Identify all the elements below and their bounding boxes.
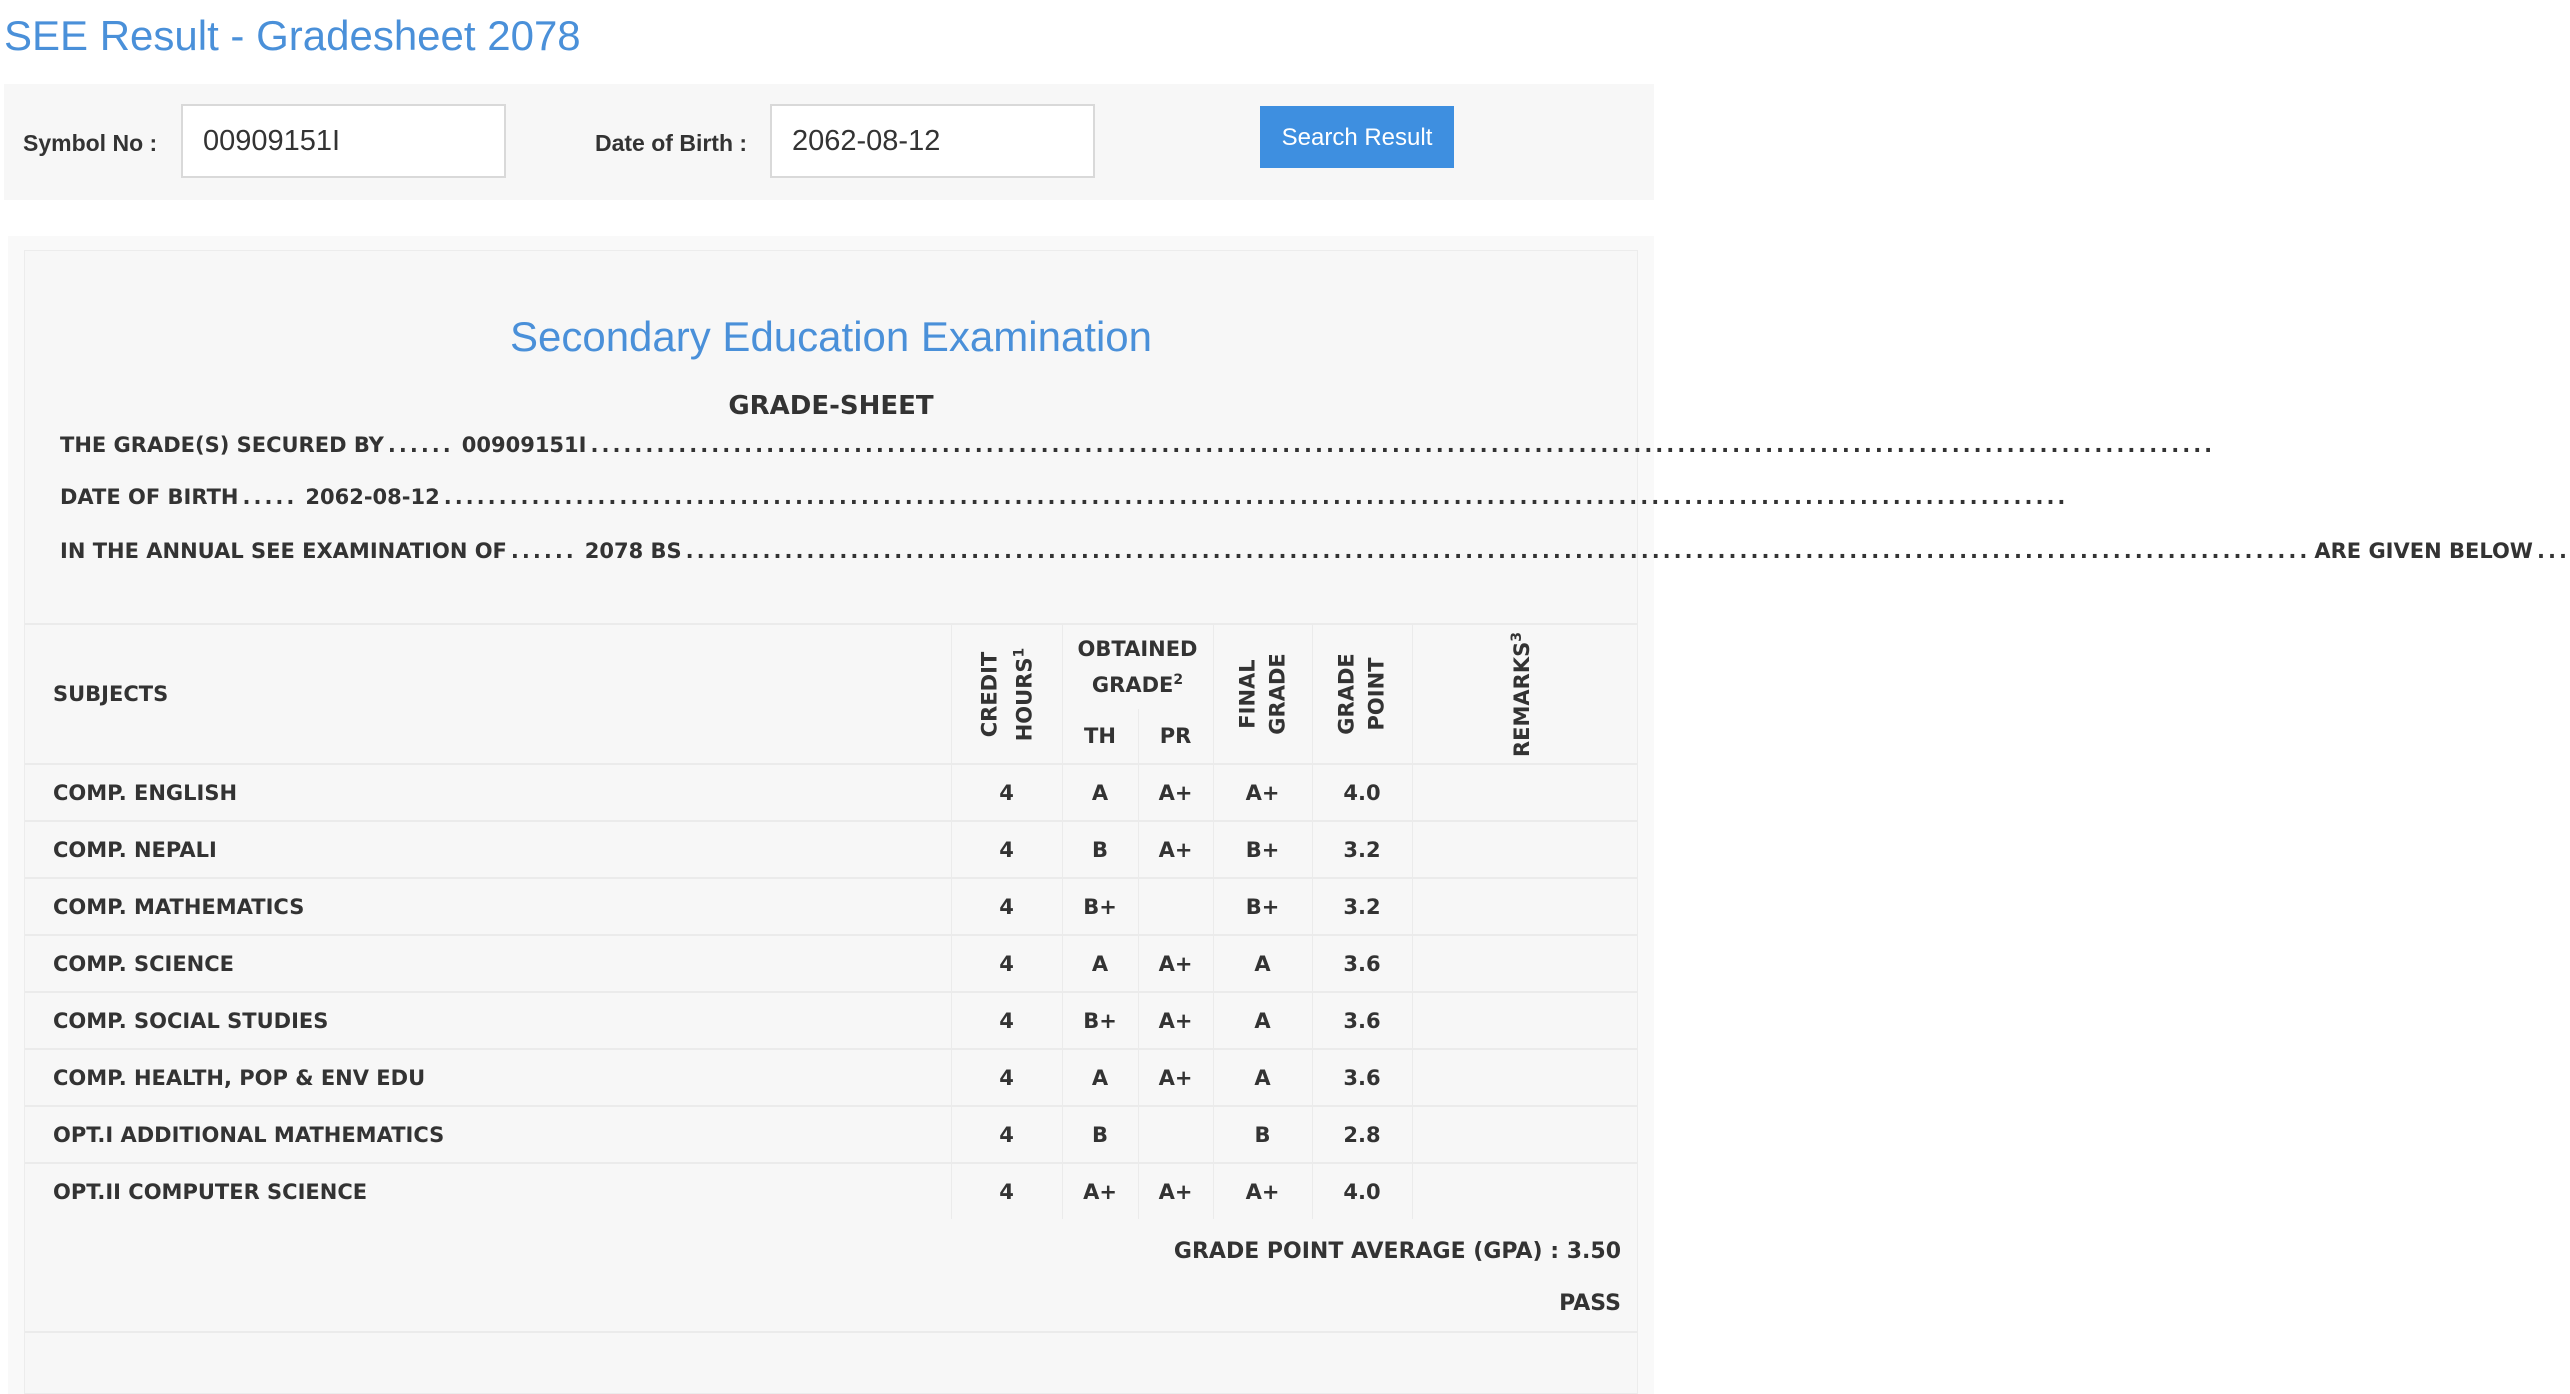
pr-grade-cell: A+ xyxy=(1138,992,1213,1049)
remarks-cell xyxy=(1412,935,1637,992)
sheet-dob-label: DATE OF BIRTH xyxy=(60,485,239,509)
th-grade-cell: B+ xyxy=(1062,992,1138,1049)
grade-point-header: GRADE POINT xyxy=(1312,624,1412,764)
subject-cell: COMP. HEALTH, POP & ENV EDU xyxy=(25,1049,951,1106)
final-grade-cell: B+ xyxy=(1213,821,1312,878)
pr-grade-cell: A+ xyxy=(1138,935,1213,992)
credit-cell: 4 xyxy=(951,1163,1062,1219)
secured-by-value: 00909151I xyxy=(461,433,587,457)
dob-input[interactable] xyxy=(770,104,1095,178)
grade-point-cell: 3.2 xyxy=(1312,821,1412,878)
result-status: PASS xyxy=(1559,1291,1621,1316)
subjects-header: SUBJECTS xyxy=(25,624,951,764)
dots-leader: ...... xyxy=(510,539,577,563)
gpa-value: 3.50 xyxy=(1566,1239,1621,1264)
obtained-grade-header: OBTAINED GRADE$^2$ xyxy=(1062,624,1213,709)
credit-hours-header: CREDIT HOURS$^1$ xyxy=(951,624,1062,764)
final-grade-cell: A xyxy=(1213,992,1312,1049)
th-header: TH xyxy=(1062,709,1138,764)
dob-line xyxy=(60,485,2069,509)
grade-table xyxy=(25,623,1637,1219)
th-grade-cell: A xyxy=(1062,764,1138,821)
dots-leader: .................................................................................................................................................... xyxy=(443,485,2069,509)
pr-grade-cell xyxy=(1138,878,1213,935)
divider xyxy=(25,1331,1637,1333)
dots-leader: .................................................................................................................................................... xyxy=(590,433,2216,457)
remarks-cell xyxy=(1412,878,1637,935)
subject-cell: COMP. NEPALI xyxy=(25,821,951,878)
exam-label: IN THE ANNUAL SEE EXAMINATION OF xyxy=(60,539,507,563)
credit-cell: 4 xyxy=(951,878,1062,935)
grade-point-cell: 4.0 xyxy=(1312,1163,1412,1219)
table-row xyxy=(25,992,1637,1049)
pr-grade-cell: A+ xyxy=(1138,1163,1213,1219)
table-row xyxy=(25,1049,1637,1106)
th-grade-cell: A+ xyxy=(1062,1163,1138,1219)
grade-point-cell: 3.6 xyxy=(1312,992,1412,1049)
th-grade-cell: B xyxy=(1062,821,1138,878)
search-result-button[interactable]: Search Result xyxy=(1260,106,1454,168)
exam-year-value: 2078 BS xyxy=(584,539,682,563)
remarks-cell xyxy=(1412,992,1637,1049)
page-title: SEE Result - Gradesheet 2078 xyxy=(4,12,581,59)
final-grade-cell: A xyxy=(1213,1049,1312,1106)
pr-grade-cell: A+ xyxy=(1138,764,1213,821)
remarks-cell xyxy=(1412,821,1637,878)
final-grade-cell: A+ xyxy=(1213,764,1312,821)
table-row xyxy=(25,878,1637,935)
remarks-cell xyxy=(1412,1106,1637,1163)
table-row xyxy=(25,1163,1637,1219)
dots-leader: ... xyxy=(2536,539,2570,563)
exam-line xyxy=(60,539,2570,563)
final-grade-cell: A xyxy=(1213,935,1312,992)
subject-cell: OPT.II COMPUTER SCIENCE xyxy=(25,1163,951,1219)
grade-point-cell: 4.0 xyxy=(1312,764,1412,821)
gpa-label: GRADE POINT AVERAGE (GPA) : xyxy=(1173,1239,1560,1264)
grade-point-cell: 3.6 xyxy=(1312,935,1412,992)
symbol-no-input[interactable] xyxy=(181,104,506,178)
gpa-line xyxy=(1174,1239,1621,1264)
subject-cell: COMP. MATHEMATICS xyxy=(25,878,951,935)
exam-title: Secondary Education Examination xyxy=(509,313,1153,360)
final-grade-header: FINAL GRADE xyxy=(1213,624,1312,764)
remarks-cell xyxy=(1412,1049,1637,1106)
credit-cell: 4 xyxy=(951,992,1062,1049)
dob-label: Date of Birth : xyxy=(595,130,748,156)
secured-by-label: THE GRADE(S) SECURED BY xyxy=(60,433,384,457)
dots-leader: ...... xyxy=(387,433,454,457)
secured-by-line xyxy=(60,433,2216,457)
pr-grade-cell: A+ xyxy=(1138,821,1213,878)
credit-cell: 4 xyxy=(951,1106,1062,1163)
pr-grade-cell: A+ xyxy=(1138,1049,1213,1106)
symbol-no-label: Symbol No : xyxy=(23,130,158,156)
th-grade-cell: B+ xyxy=(1062,878,1138,935)
search-form xyxy=(4,84,1654,200)
table-row xyxy=(25,1106,1637,1163)
credit-cell: 4 xyxy=(951,935,1062,992)
grade-point-cell: 2.8 xyxy=(1312,1106,1412,1163)
pr-grade-cell xyxy=(1138,1106,1213,1163)
grade-point-cell: 3.6 xyxy=(1312,1049,1412,1106)
gradesheet-panel xyxy=(8,236,2570,1394)
gradesheet-heading: GRADE-SHEET xyxy=(728,391,934,421)
exam-suffix: ARE GIVEN BELOW xyxy=(2314,539,2533,563)
gradesheet-card xyxy=(24,250,2570,1394)
subject-cell: OPT.I ADDITIONAL MATHEMATICS xyxy=(25,1106,951,1163)
credit-cell: 4 xyxy=(951,821,1062,878)
remarks-cell xyxy=(1412,1163,1637,1219)
subject-cell: COMP. SCIENCE xyxy=(25,935,951,992)
credit-cell: 4 xyxy=(951,1049,1062,1106)
table-row xyxy=(25,821,1637,878)
dots-leader: .................................................................................................................................................... xyxy=(685,539,2311,563)
table-row xyxy=(25,764,1637,821)
th-grade-cell: A xyxy=(1062,1049,1138,1106)
th-grade-cell: A xyxy=(1062,935,1138,992)
final-grade-cell: B+ xyxy=(1213,878,1312,935)
pr-header: PR xyxy=(1138,709,1213,764)
remarks-cell xyxy=(1412,764,1637,821)
sheet-dob-value: 2062-08-12 xyxy=(305,485,440,509)
subject-cell: COMP. ENGLISH xyxy=(25,764,951,821)
remarks-header: REMARKS$^3$ xyxy=(1412,624,1637,764)
final-grade-cell: A+ xyxy=(1213,1163,1312,1219)
final-grade-cell: B xyxy=(1213,1106,1312,1163)
th-grade-cell: B xyxy=(1062,1106,1138,1163)
table-row xyxy=(25,935,1637,992)
grade-point-cell: 3.2 xyxy=(1312,878,1412,935)
credit-cell: 4 xyxy=(951,764,1062,821)
subject-cell: COMP. SOCIAL STUDIES xyxy=(25,992,951,1049)
dots-leader: ..... xyxy=(242,485,298,509)
